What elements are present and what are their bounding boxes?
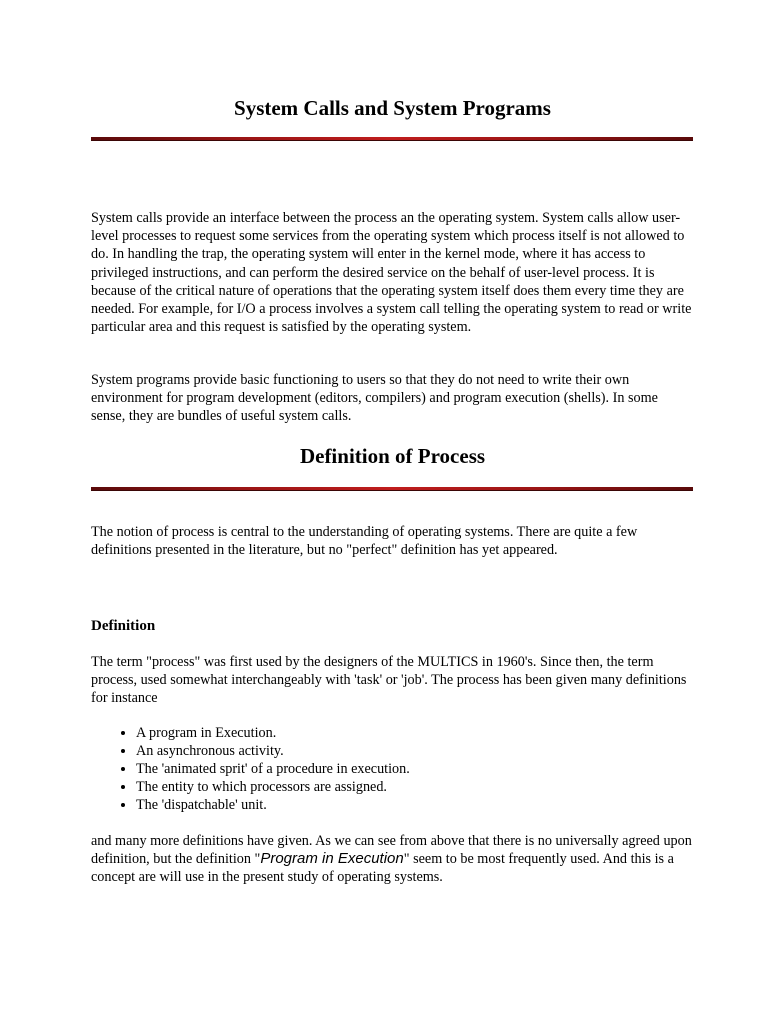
closing-text-start: and many more definitions have given. As we can see from above that there is no universally agreed upon definition, but the definition " [91,833,692,868]
page-title: System Calls and System Programs [234,96,551,120]
definition-subheading: Definition [91,618,156,634]
system-programs-paragraph: System programs provide basic functioning to users so that they do not need to write their own environment for program development (editors, compilers) and program execution (shells). In some sense, they are bundles of useful system calls. [91,372,658,425]
process-intro-paragraph: The notion of process is central to the understanding of operating systems. There are quite a few definitions presented in the literature, but no "perfect" definition has yet appeared. [91,524,638,559]
program-in-execution-emphasis: Program in Execution [260,850,404,868]
list-item: • An asynchronous activity. [136,742,696,760]
section-divider [91,487,693,491]
definition-paragraph: The term "process" was first used by the designers of the MULTICS in 1960's. Since then, the term process, used somewhat interchangeably with 'task' or 'job'. The process has been given many definitions for instance [91,654,687,707]
system-calls-paragraph: System calls provide an interface between the process an the operating system. System calls allow user-level processes to request some services from the operating system which process itself is not allowed to do. In handling the trap, the operating system will enter in the kernel mode, where it has access to privileged instructions, and can perform the desired service on the behalf of user-level process. It is because of the critical nature of operations that the operating system itself does them every time they are needed. For example, for I/O a process involves a system call telling the operating system to read or write particular area and this request is satisfied by the operating system. [91,210,692,336]
list-item: • The 'animated sprit' of a procedure in execution. [136,760,696,778]
list-item: • A program in Execution. [136,724,696,742]
closing-paragraph [91,832,694,887]
section-title: Definition of Process [299,444,486,468]
definitions-list [91,724,696,814]
list-item: • The entity to which processors are assigned. [136,778,696,796]
closing-text-end: " seem to be most frequently used. And this is a concept are will use in the present study of operating systems. [91,851,674,886]
title-divider [91,137,693,141]
list-item: • The 'dispatchable' unit. [136,796,696,814]
